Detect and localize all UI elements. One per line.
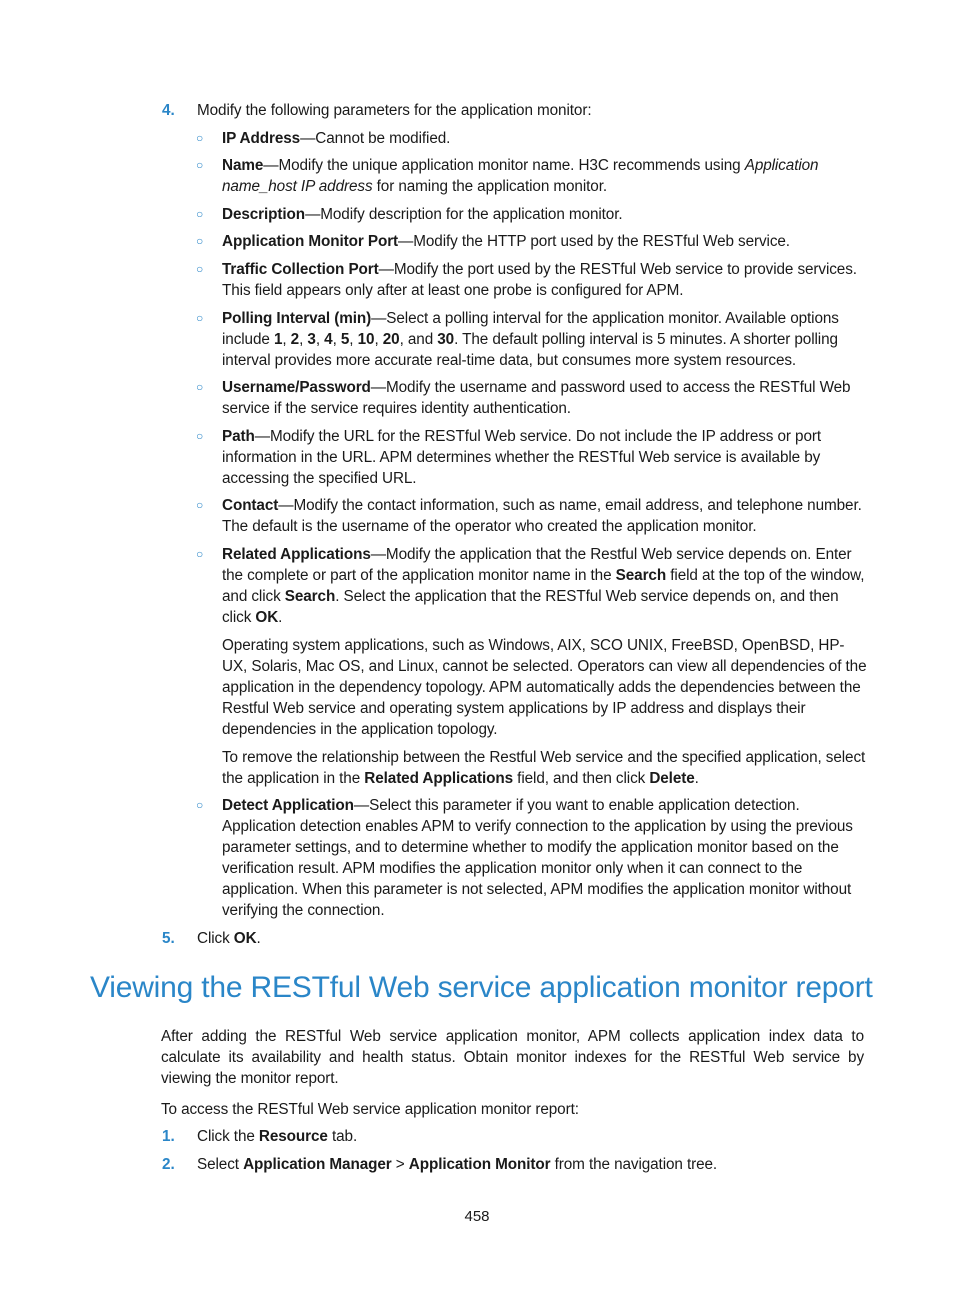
separator: , bbox=[299, 331, 308, 348]
param-desc: field at the top of the window, and click bbox=[222, 567, 865, 605]
bullet-icon: ○ bbox=[196, 207, 204, 221]
bullet-icon: ○ bbox=[196, 158, 204, 172]
param-desc: . The default polling interval is 5 minutes. A shorter polling interval provides more accurate real-time data, but consumes more system resources. bbox=[222, 331, 838, 369]
note-text: field, and then click bbox=[513, 770, 650, 787]
param-term: Application Monitor Port bbox=[222, 233, 399, 250]
step-text bbox=[197, 928, 867, 949]
option-value: 10 bbox=[357, 331, 375, 348]
param-item bbox=[222, 795, 867, 921]
param-item bbox=[222, 259, 867, 301]
step-number: 5. bbox=[162, 930, 175, 947]
ui-term-ok: OK bbox=[233, 930, 257, 947]
note-text: . bbox=[694, 770, 699, 787]
separator: , bbox=[315, 331, 325, 348]
param-note bbox=[222, 747, 867, 789]
param-term: IP Address bbox=[222, 130, 301, 147]
bullet-icon: ○ bbox=[196, 262, 204, 276]
param-term: Path bbox=[222, 428, 255, 445]
param-desc: —Modify the HTTP port used by the RESTful Web service. bbox=[398, 233, 790, 250]
separator: , bbox=[374, 331, 383, 348]
page-number: 458 bbox=[464, 1208, 490, 1225]
separator: , and bbox=[399, 331, 438, 348]
param-item bbox=[222, 231, 867, 252]
step-text-part: . bbox=[256, 930, 261, 947]
param-desc: —Modify the contact information, such as name, email address, and telephone number. The default is the username of the operator who created the application monitor. bbox=[222, 497, 862, 535]
step-text-part: tab. bbox=[327, 1128, 358, 1145]
bullet-icon: ○ bbox=[196, 131, 204, 145]
param-desc: —Modify the URL for the RESTful Web service. Do not include the IP address or port information in the URL. APM determines whether the RESTful Web service is available by accessing the specified URL. bbox=[222, 428, 822, 487]
param-item bbox=[222, 544, 867, 628]
param-desc: —Modify description for the application monitor. bbox=[305, 206, 623, 223]
param-item bbox=[222, 204, 867, 225]
ui-term: Related Applications bbox=[364, 770, 514, 787]
option-value: 3 bbox=[307, 331, 316, 348]
bullet-icon: ○ bbox=[196, 547, 204, 561]
param-item bbox=[222, 128, 867, 149]
bullet-icon: ○ bbox=[196, 498, 204, 512]
param-desc: —Modify the username and password used to access the RESTful Web service if the service requires identity authentication. bbox=[222, 379, 851, 417]
param-term: Traffic Collection Port bbox=[222, 261, 379, 278]
param-desc: —Select a polling interval for the application monitor. Available options include bbox=[222, 310, 839, 348]
param-term: Username/Password bbox=[222, 379, 371, 396]
option-value: 20 bbox=[382, 331, 400, 348]
param-item bbox=[222, 495, 874, 537]
ui-term: Resource bbox=[258, 1128, 328, 1145]
bullet-icon: ○ bbox=[196, 380, 204, 394]
option-value: 1 bbox=[273, 331, 283, 348]
step-text-part: from the navigation tree. bbox=[550, 1156, 718, 1173]
ui-term-search: Search bbox=[615, 567, 667, 584]
bullet-icon: ○ bbox=[196, 429, 204, 443]
option-value: 4 bbox=[324, 331, 333, 348]
param-note: Operating system applications, such as Windows, AIX, SCO UNIX, FreeBSD, OpenBSD, HP-UX, Solaris, Mac OS, and Linux, cannot be selected. Operators can view all dependencies of the application in the dependency topology. APM automatically adds the dependencies between the Restful Web service and operating system applications by IP address and displays their dependencies in the application topology. bbox=[222, 637, 867, 738]
param-item bbox=[222, 426, 867, 489]
param-desc: —Modify the application that the Restful Web service depends on. Enter the complete or part of the application monitor name in the bbox=[222, 546, 852, 584]
section-paragraph: After adding the RESTful Web service application monitor, APM collects application index data to calculate its availability and health status. Obtain monitor indexes for the RESTful Web service by viewing the monitor report. bbox=[161, 1028, 864, 1087]
step-text-part: Click the bbox=[197, 1128, 259, 1145]
bullet-icon: ○ bbox=[196, 311, 204, 325]
step-text-part: Select bbox=[197, 1156, 244, 1173]
separator: , bbox=[282, 331, 291, 348]
param-item bbox=[222, 308, 867, 371]
ui-term: Application Monitor bbox=[408, 1156, 551, 1173]
param-desc: —Select this parameter if you want to enable application detection. Application detection enables APM to verify connection to the application by using the previous parameter settings, and to determine whether to modify the application monitor based on the verification result. APM modifies the application monitor only when it can connect to the application. When this parameter is not selected, APM modifies the application monitor without verifying the connection. bbox=[222, 797, 853, 919]
param-desc: . Select the application that the RESTful Web service depends on, and then click bbox=[222, 588, 839, 626]
bullet-icon: ○ bbox=[196, 798, 204, 812]
step-number: 2. bbox=[162, 1156, 175, 1173]
param-term: Contact bbox=[222, 497, 279, 514]
param-term: Polling Interval (min) bbox=[222, 310, 372, 327]
step-number: 4. bbox=[162, 102, 175, 119]
param-item bbox=[222, 377, 867, 419]
step-text: Modify the following parameters for the application monitor: bbox=[197, 102, 592, 119]
separator: , bbox=[349, 331, 358, 348]
step-number: 1. bbox=[162, 1128, 175, 1145]
step-text bbox=[197, 1154, 867, 1175]
section-heading: Viewing the RESTful Web service application monitor report bbox=[90, 971, 873, 1004]
section-paragraph: To access the RESTful Web service application monitor report: bbox=[161, 1101, 579, 1118]
param-desc: —Cannot be modified. bbox=[300, 130, 451, 147]
bullet-icon: ○ bbox=[196, 234, 204, 248]
ui-term-search: Search bbox=[284, 588, 336, 605]
param-term: Name bbox=[222, 157, 264, 174]
param-desc: —Modify the port used by the RESTful Web service to provide services. This field appears only after at least one probe is configured for APM. bbox=[222, 261, 857, 299]
param-term: Related Applications bbox=[222, 546, 371, 563]
param-desc: for naming the application monitor. bbox=[372, 178, 607, 195]
step-text-part: > bbox=[391, 1156, 409, 1173]
param-desc-italic: Application name_host IP address bbox=[222, 157, 819, 195]
option-value: 5 bbox=[340, 331, 350, 348]
step-text bbox=[197, 1126, 867, 1147]
step-text-part: Click bbox=[197, 930, 234, 947]
separator: , bbox=[332, 331, 341, 348]
param-term: Detect Application bbox=[222, 797, 354, 814]
ui-term: Application Manager bbox=[243, 1156, 392, 1173]
ui-term-delete: Delete bbox=[649, 770, 695, 787]
ui-term-ok: OK bbox=[255, 609, 279, 626]
param-item bbox=[222, 155, 867, 197]
option-value: 30 bbox=[437, 331, 455, 348]
param-desc: . bbox=[278, 609, 283, 626]
param-desc: —Modify the unique application monitor name. H3C recommends using bbox=[263, 157, 745, 174]
option-value: 2 bbox=[290, 331, 300, 348]
note-text: To remove the relationship between the Restful Web service and the specified application, select the application in the bbox=[222, 749, 866, 787]
param-term: Description bbox=[222, 206, 306, 223]
